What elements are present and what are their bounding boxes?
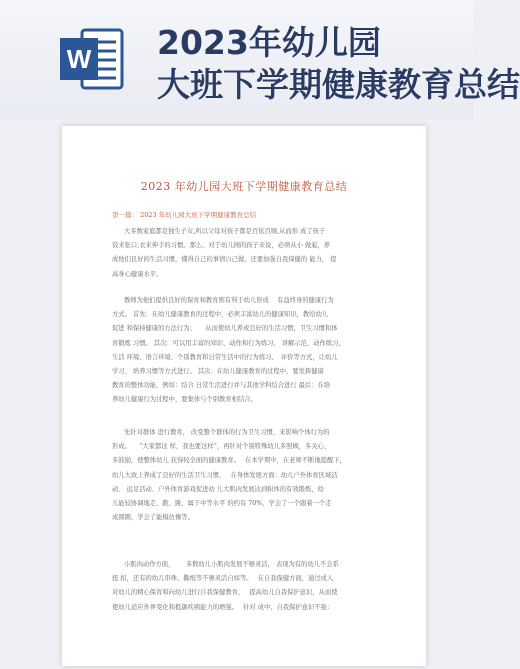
paragraph-line: 小肌肉动作方面， 多数幼儿小肌肉发展不够灵活， 表现为有的幼儿不会系	[124, 561, 339, 568]
section-heading: 第一篇： 2023 年幼儿园大班下学期健康教育总结	[112, 211, 257, 219]
document-title: 2023 年幼儿园大班下学期健康教育总结	[140, 180, 348, 193]
paragraph-4	[112, 558, 374, 615]
word-icon-letter: W	[66, 44, 92, 74]
paragraph-line: 多鼓励，使整体幼儿 获得较全面的健康教育。 在本学期中，在老师不断地提醒下，	[112, 457, 346, 465]
word-icon	[58, 24, 128, 94]
paragraph-line: 高身心健康水平。	[112, 270, 163, 278]
paragraph-line: 幼儿大致上养成了良好的生活卫生习惯， 在身体发展方面：幼儿户外体育区域活	[112, 471, 338, 479]
paragraph-line: 饭来张口,衣来伸手的习惯。那么，对于幼儿园的孩子来说，必须从小 做起，养	[112, 242, 331, 250]
paragraph-line: 育锻炼 习惯。 其次：可以用丰富的知识、动作和行为练习， 讲解示范，动作练习，	[112, 339, 345, 347]
paragraph-line: 生活 环境、语言环境、个别教育和日常生活中的行为练习、 评价等方式，让幼儿	[112, 353, 338, 361]
paragraph-line: 大多数家庭都是独生子女,所以父母对孩子都是百依百顺,从而形 成了孩子	[124, 228, 326, 235]
paragraph-line: 教师为他们提供良好的保育和教育则有利于幼儿形成 有益终身的健康行为	[124, 297, 334, 304]
paragraph-1	[112, 225, 374, 282]
paragraph-line: 动、 远足活动、户外体育游戏促进幼 儿大肌肉发展达到积体的有效锻炼，幼	[112, 485, 324, 493]
paragraph-line: 方式。 首先：在幼儿健康教育的过程中，必须丰富幼儿的健康知识，教给幼儿	[112, 311, 329, 319]
paragraph-line: 形成。 “大家都这 样，我也要这样”，再针对个别特殊幼儿多照顾，多关心、	[112, 443, 331, 451]
banner-title	[157, 22, 520, 106]
banner-title-line2: 大班下学期健康教育总结	[157, 65, 520, 104]
paragraph-2	[112, 294, 374, 408]
paragraph-line: 成圆圈，学会了能模仿操等。	[112, 514, 194, 522]
paragraph-line: 成他们良好的生活习惯，懂得自己的事情自己做，还要加强自我保健的 能力， 提	[112, 256, 337, 264]
document-page	[62, 126, 426, 666]
banner	[0, 0, 520, 120]
paragraph-line: 使幼儿适应外界变化和抵御疾病能力的增强。 针对 成中，自我保护意识不强：	[112, 603, 334, 611]
paragraph-line: 儿能较协调地走、跑、跳，属于中等水平 的约有 70%，学会了一个跟着一个走	[112, 500, 332, 508]
paragraph-line: 教育的整体功能，例如：结合 日常生活进行并与其他学科结合进行 最后：在培	[112, 382, 331, 390]
paragraph-line: 先针对群体 进行教育， 改变整个群体的行为卫生习惯，来影响个体行为的	[124, 429, 330, 436]
paragraph-line: 学习、 培养习惯等方式进行。 其次：在幼儿健康教育的过程中，要发挥健康	[112, 368, 324, 376]
paragraph-3	[112, 426, 374, 525]
paragraph-line: 促进 和保持健康的方法行为； 从而使幼儿养成良好的生活习惯，卫生习惯和体	[112, 325, 338, 333]
paragraph-line: 养幼儿健康行为过程中，要集体与个别教育相结合。	[112, 396, 257, 404]
banner-title-line1: 2023年幼儿园	[157, 23, 381, 62]
paragraph-line: 扭 扣，还有的幼儿串珠、撕纸等不够灵活自如等。 在自我保健方面，通过成人	[112, 575, 334, 583]
paragraph-line: 对幼儿的精心保育和向幼儿进行自我保健教育， 提高幼儿自我保护意识，从而使	[112, 589, 338, 597]
